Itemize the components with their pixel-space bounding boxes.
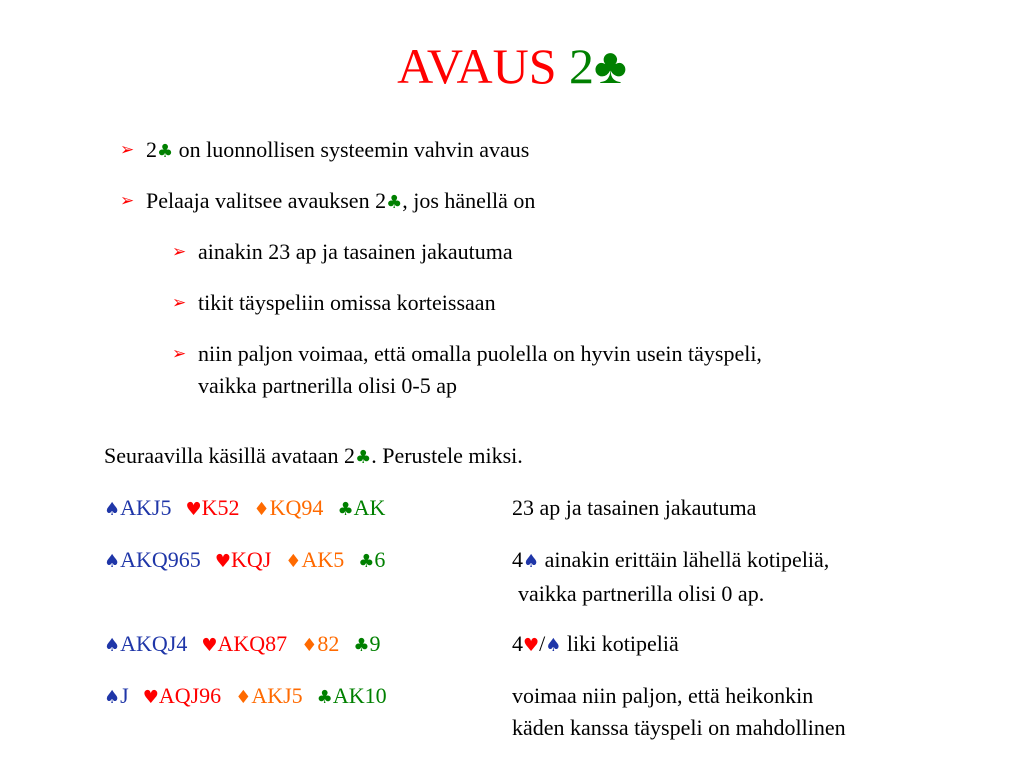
diamond-icon: ♦ (253, 499, 270, 520)
arrow-bullet-icon: ➢ (172, 293, 187, 313)
hand-row: ♠AKQJ4 ♥AKQ87 ♦82 ♣9 (104, 631, 381, 656)
arrow-bullet-icon: ➢ (172, 242, 187, 262)
sub-bullet-item: ➢ niin paljon voimaa, että omalla puolella on hyvin usein täyspeli, vaikka partnerilla olisi 0-5 ap (172, 338, 762, 402)
arrow-bullet-icon: ➢ (120, 191, 135, 211)
hand-row: ♠AKQ965 ♥KQJ ♦AK5 ♣6 (104, 547, 386, 572)
club-icon: ♣ (337, 499, 354, 520)
diamond-icon: ♦ (285, 551, 302, 572)
spade-icon: ♠ (104, 499, 121, 520)
title-club-icon: ♣ (594, 38, 627, 94)
club-icon: ♣ (355, 447, 372, 468)
spade-icon: ♠ (104, 635, 121, 656)
diamond-icon: ♦ (301, 635, 318, 656)
hand-row: ♠J ♥AQJ96 ♦AKJ5 ♣AK10 (104, 683, 387, 708)
title-level: 2 (569, 38, 595, 94)
heart-icon: ♥ (142, 687, 159, 708)
heart-icon: ♥ (214, 551, 231, 572)
sub-bullet-item: ➢ ainakin 23 ap ja tasainen jakautuma (172, 236, 513, 268)
heart-icon: ♥ (185, 499, 202, 520)
hand-description: 4♠ ainakin erittäin lähellä kotipeliä, vaikka partnerilla olisi 0 ap. (512, 547, 830, 606)
question-text: Seuraavilla käsillä avataan 2♣. Perustele miksi. (104, 443, 523, 468)
title-text: AVAUS (397, 38, 557, 94)
bullet-item: ➢ 2♣ on luonnollisen systeemin vahvin avaus (120, 134, 529, 168)
diamond-icon: ♦ (235, 687, 252, 708)
hand-row: ♠AKJ5 ♥K52 ♦KQ94 ♣AK (104, 495, 386, 520)
arrow-bullet-icon: ➢ (120, 140, 135, 160)
heart-icon: ♥ (201, 635, 218, 656)
arrow-bullet-icon: ➢ (172, 344, 187, 364)
spade-icon: ♠ (104, 551, 121, 572)
club-icon: ♣ (358, 551, 375, 572)
spade-icon: ♠ (523, 551, 540, 572)
page-title (0, 36, 1024, 96)
hand-description: 23 ap ja tasainen jakautuma (512, 495, 757, 520)
hand-description: voimaa niin paljon, että heikonkin käden kanssa täyspeli on mahdollinen (512, 683, 846, 740)
club-icon: ♣ (386, 192, 403, 213)
club-icon: ♣ (157, 141, 174, 162)
hand-description: 4♥/♠ liki kotipeliä (512, 631, 679, 656)
spade-icon: ♠ (104, 687, 121, 708)
club-icon: ♣ (316, 687, 333, 708)
spade-icon: ♠ (545, 635, 562, 656)
sub-bullet-item: ➢ tikit täyspeliin omissa korteissaan (172, 287, 496, 319)
club-icon: ♣ (353, 635, 370, 656)
heart-icon: ♥ (523, 635, 540, 656)
bullet-item: ➢ Pelaaja valitsee avauksen 2♣, jos hänellä on (120, 185, 535, 219)
